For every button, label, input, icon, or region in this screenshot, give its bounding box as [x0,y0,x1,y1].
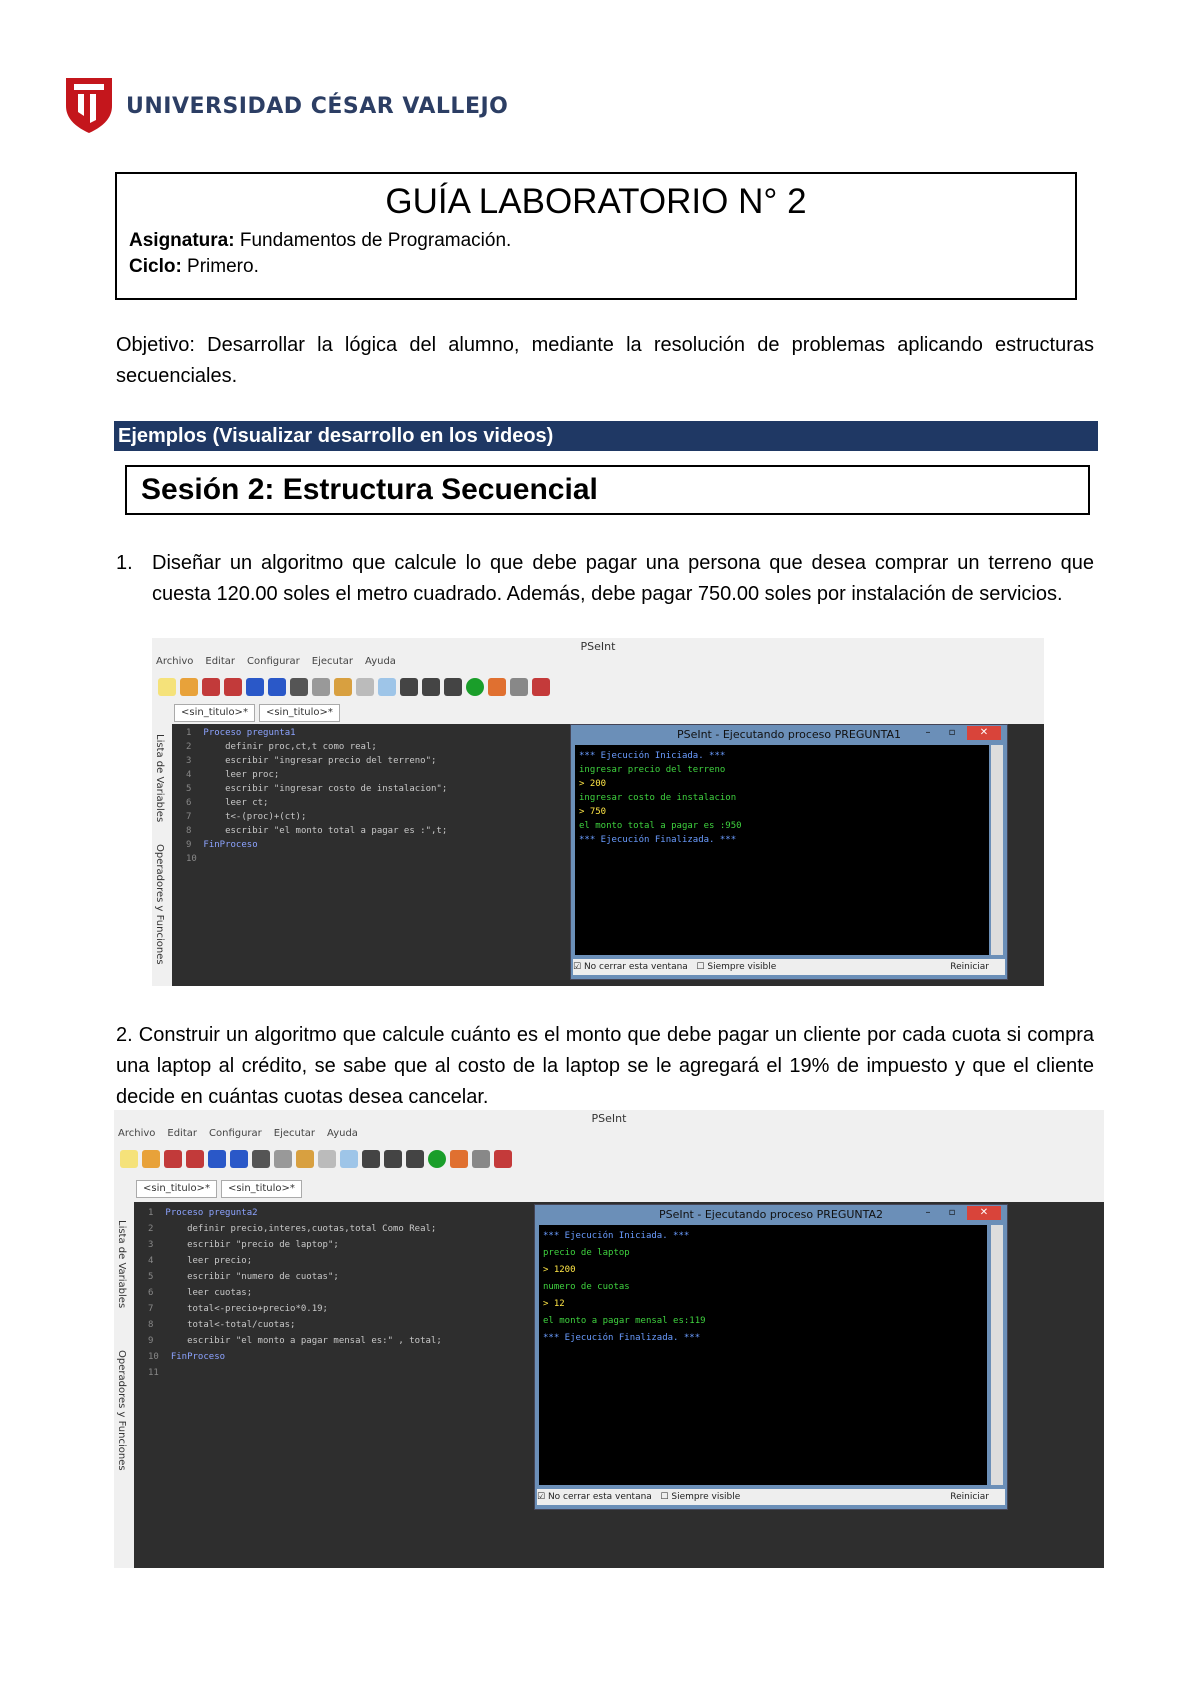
line-text: escribir "el monto a pagar mensal es:" , total; [165,1336,442,1346]
indent-icon[interactable] [318,1150,336,1168]
menu-bar [156,656,408,672]
line-text: FinProceso [170,1352,226,1362]
line-text: leer cuotas; [165,1288,253,1298]
checkbox-siempre-visible[interactable]: ☐ [660,1492,669,1502]
variables-panel-label[interactable]: Lista de Variables [116,1220,127,1309]
ciclo-label: Ciclo: [129,256,182,277]
code-line [148,1240,339,1250]
menu-editar[interactable]: Editar [167,1128,197,1139]
line-text: escribir "numero de cuotas"; [165,1272,339,1282]
new-file-icon[interactable] [120,1150,138,1168]
code-line [186,756,436,766]
line-number: 10 [186,854,197,864]
redo-icon[interactable] [268,678,286,696]
code-line [148,1304,328,1314]
console-line: ingresar costo de instalacion [579,793,737,803]
line-text: leer ct; [203,798,269,808]
code-line [186,840,258,850]
siempre-visible-label: Siempre visible [707,962,777,972]
line-number: 2 [186,742,192,752]
run-icon[interactable] [428,1150,446,1168]
code-line [148,1352,225,1362]
toolbar [120,1146,512,1172]
minimize-icon[interactable]: – [925,727,931,738]
menu-editar[interactable]: Editar [205,656,235,667]
console-output [539,1225,987,1485]
code-line [148,1224,436,1234]
variables-panel-label[interactable]: Lista de Variables [154,734,165,823]
search-icon[interactable] [362,1150,380,1168]
tab-sin-titulo-1[interactable]: <sin_titulo>* [174,704,255,722]
asignatura-label: Asignatura: [129,230,235,251]
editor-tabs [136,1180,302,1198]
ciclo-line [129,256,259,278]
copy-icon[interactable] [274,1150,292,1168]
menu-archivo[interactable]: Archivo [156,656,194,667]
console-line: > 1200 [543,1265,576,1275]
maximize-icon[interactable]: ▫ [948,727,956,738]
pseint-title: PSeInt [591,1112,627,1125]
undo-icon[interactable] [208,1150,226,1168]
cut-icon[interactable] [252,1150,270,1168]
redo-icon[interactable] [230,1150,248,1168]
replace-icon[interactable] [406,1150,424,1168]
menu-ayuda[interactable]: Ayuda [327,1128,358,1139]
menu-configurar[interactable]: Configurar [247,656,300,667]
paste-icon[interactable] [296,1150,314,1168]
flowchart-icon[interactable] [472,1150,490,1168]
line-number: 6 [148,1288,154,1298]
line-number: 5 [186,784,192,794]
reiniciar-button[interactable]: Reiniciar [950,962,989,972]
siempre-visible-label: Siempre visible [671,1492,741,1502]
line-text: t<-(proc)+(ct); [203,812,307,822]
search-next-icon[interactable] [384,1150,402,1168]
line-text: Proceso pregunta1 [203,728,296,738]
console-window [570,724,1008,980]
console-line: ingresar precio del terreno [579,765,726,775]
console-line: el monto total a pagar es :950 [579,821,742,831]
close-icon[interactable]: ✕ [967,1206,1001,1220]
tab-sin-titulo-2[interactable]: <sin_titulo>* [221,1180,302,1198]
no-cerrar-label: No cerrar esta ventana [547,1492,652,1502]
side-panel [152,704,170,986]
line-number: 6 [186,798,192,808]
objetivo-paragraph: Objetivo: Desarrollar la lógica del alumno, mediante la resolución de problemas aplicando estructuras secuenciales. [116,334,1094,387]
close-icon[interactable]: ✕ [967,726,1001,740]
open-file-icon[interactable] [142,1150,160,1168]
code-line [148,1368,171,1378]
line-number: 1 [148,1208,154,1218]
line-number: 3 [186,756,192,766]
menu-ejecutar[interactable]: Ejecutar [273,1128,316,1139]
console-line: el monto a pagar mensal es:119 [543,1316,706,1326]
line-number: 3 [148,1240,154,1250]
menu-configurar[interactable]: Configurar [209,1128,262,1139]
pseint-title: PSeInt [580,640,616,653]
ejemplos-heading: Ejemplos (Visualizar desarrollo en los videos) [114,421,1098,451]
code-line [148,1256,252,1266]
problem-2: 2. Construir un algoritmo que calcule cuánto es el monto que debe pagar un cliente por cada cuota si compra una laptop al crédito, se sabe que al costo de la laptop se le agregará el 19% de impuesto y que el cliente decide en cuántas cuotas desea cancelar. [116,1024,1094,1108]
line-text: escribir "el monto total a pagar es :",t; [203,826,448,836]
university-name: UNIVERSIDAD CÉSAR VALLEJO [126,94,509,119]
menu-ejecutar[interactable]: Ejecutar [311,656,354,667]
line-number: 5 [148,1272,154,1282]
line-number: 4 [186,770,192,780]
code-line [186,742,377,752]
line-number: 9 [148,1336,154,1346]
line-number: 1 [186,728,192,738]
minimize-icon[interactable]: – [925,1207,931,1218]
sesion-box [125,465,1090,515]
console-title: PSeInt - Ejecutando proceso PREGUNTA2 [658,1208,884,1221]
console-line: > 200 [579,779,607,789]
line-text: total<-total/cuotas; [165,1320,296,1330]
line-text: Proceso pregunta2 [165,1208,258,1218]
console-line: precio de laptop [543,1248,630,1258]
code-line [148,1208,258,1218]
console-title: PSeInt - Ejecutando proceso PREGUNTA1 [676,728,902,741]
code-line [186,784,447,794]
code-line [186,854,209,864]
line-text: leer precio; [165,1256,253,1266]
pseint-screenshot-1 [152,638,1044,986]
line-number: 11 [148,1368,159,1378]
reiniciar-button[interactable]: Reiniciar [950,1492,989,1502]
line-number: 7 [186,812,192,822]
console-line: numero de cuotas [543,1282,630,1292]
flowchart-icon[interactable] [510,678,528,696]
asignatura-value: Fundamentos de Programación. [234,230,512,251]
code-line [186,826,447,836]
maximize-icon[interactable]: ▫ [948,1207,956,1218]
university-logo-icon [64,76,114,134]
line-text: definir precio,interes,cuotas,total Como Real; [165,1224,437,1234]
undo-icon[interactable] [246,678,264,696]
line-text: escribir "ingresar precio del terreno"; [203,756,437,766]
tab-sin-titulo-1[interactable]: <sin_titulo>* [136,1180,217,1198]
console-footer [573,959,1005,975]
run-icon[interactable] [466,678,484,696]
copy-icon[interactable] [312,678,330,696]
toolbar [158,674,550,700]
operators-panel-label[interactable]: Operadores y Funciones [116,1350,127,1471]
code-line [186,812,306,822]
console-footer [537,1489,1005,1505]
problem-1 [116,548,1094,610]
operators-panel-label[interactable]: Operadores y Funciones [154,844,165,965]
asignatura-line [129,230,511,252]
line-number: 8 [186,826,192,836]
menu-ayuda[interactable]: Ayuda [365,656,396,667]
title-box [115,172,1077,300]
problem-1-text: Diseñar un algoritmo que calcule lo que debe pagar una persona que desea comprar un terreno que cuesta 120.00 soles el metro cuadrado. Además, debe pagar 750.00 soles por instalación de servicios. [152,552,1094,605]
console-line: *** Ejecución Iniciada. *** [579,751,726,761]
save-icon[interactable] [164,1150,182,1168]
code-line [186,728,296,738]
line-text: FinProceso [203,840,258,850]
line-number: 4 [148,1256,154,1266]
console-line: *** Ejecución Finalizada. *** [543,1333,701,1343]
console-scrollbar[interactable] [991,1225,1003,1485]
open-file-icon[interactable] [180,678,198,696]
sesion-title: Sesión 2: Estructura Secuencial [141,473,598,506]
code-line [186,770,279,780]
cut-icon[interactable] [290,678,308,696]
line-text: escribir "precio de laptop"; [165,1240,339,1250]
checkbox-no-cerrar[interactable]: ☑ [537,1492,546,1502]
menu-archivo[interactable]: Archivo [118,1128,156,1139]
save-as-icon[interactable] [224,678,242,696]
code-line [186,798,268,808]
console-window [534,1204,1008,1510]
code-line [148,1288,252,1298]
checkbox-siempre-visible[interactable]: ☐ [696,962,705,972]
line-number: 7 [148,1304,154,1314]
diagram-icon[interactable] [340,1150,358,1168]
help-icon[interactable] [494,1150,512,1168]
console-line: *** Ejecución Iniciada. *** [543,1231,690,1241]
step-icon[interactable] [488,678,506,696]
problem-1-number: 1. [116,552,133,574]
line-number: 10 [148,1352,159,1362]
code-line [148,1336,442,1346]
replace-icon[interactable] [444,678,462,696]
new-file-icon[interactable] [158,678,176,696]
console-line: *** Ejecución Finalizada. *** [579,835,737,845]
code-line [148,1320,295,1330]
console-scrollbar[interactable] [991,745,1003,955]
search-next-icon[interactable] [422,678,440,696]
line-number: 8 [148,1320,154,1330]
line-text: leer proc; [203,770,280,780]
line-number: 2 [148,1224,154,1234]
checkbox-no-cerrar[interactable]: ☑ [573,962,582,972]
diagram-icon[interactable] [378,678,396,696]
help-icon[interactable] [532,678,550,696]
line-text: total<-precio+precio*0.19; [165,1304,328,1314]
line-number: 9 [186,840,192,850]
side-panel [114,1200,132,1568]
search-icon[interactable] [400,678,418,696]
ciclo-value: Primero. [181,256,259,277]
no-cerrar-label: No cerrar esta ventana [583,962,688,972]
console-line: > 750 [579,807,607,817]
save-icon[interactable] [202,678,220,696]
paste-icon[interactable] [334,678,352,696]
step-icon[interactable] [450,1150,468,1168]
menu-bar [118,1128,370,1144]
console-line: > 12 [543,1299,565,1309]
page-title: GUÍA LABORATORIO N° 2 [385,182,807,221]
code-line [148,1272,339,1282]
editor-tabs [174,704,340,722]
line-text: definir proc,ct,t como real; [203,742,377,752]
indent-icon[interactable] [356,678,374,696]
line-text: escribir "ingresar costo de instalacion"; [203,784,448,794]
pseint-screenshot-2 [114,1110,1104,1568]
save-as-icon[interactable] [186,1150,204,1168]
tab-sin-titulo-2[interactable]: <sin_titulo>* [259,704,340,722]
console-output [575,745,989,955]
